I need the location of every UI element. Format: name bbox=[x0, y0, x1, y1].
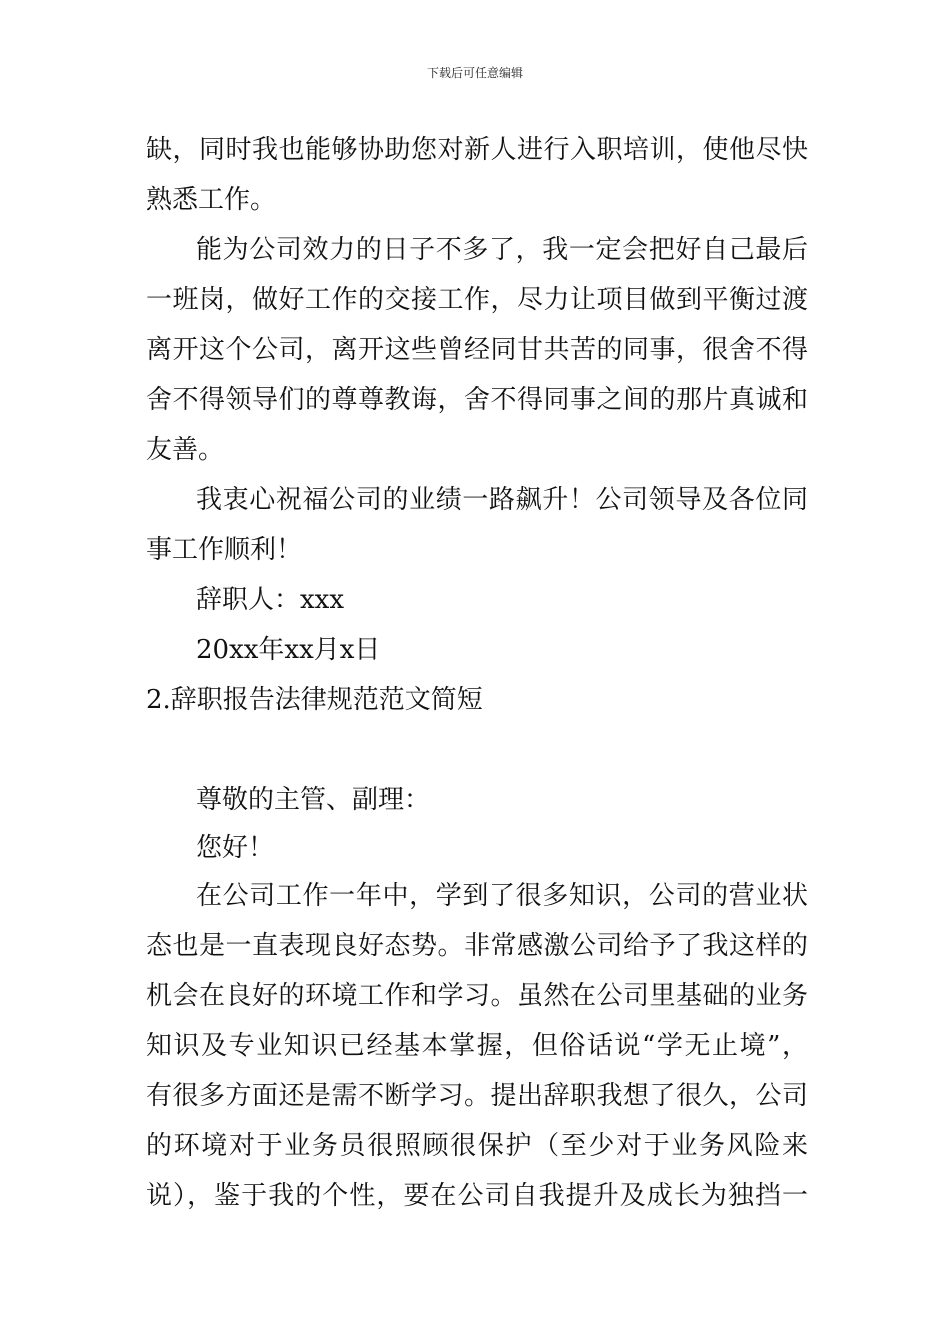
greeting: 您好！ bbox=[196, 833, 275, 863]
section-heading: 2.辞职报告法律规范范文简短 bbox=[146, 685, 483, 715]
text-line: 熟悉工作。 bbox=[146, 185, 277, 215]
text-line: 说），鉴于我的个性，要在公司自我提升及成长为独挡一 bbox=[146, 1181, 808, 1211]
text-line: 有很多方面还是需不断学习。提出辞职我想了很久，公司 bbox=[146, 1081, 808, 1111]
signature-line: 辞职人：xxx bbox=[196, 585, 344, 615]
text-line: 的环境对于业务员很照顾很保护（至少对于业务风险来 bbox=[146, 1131, 808, 1161]
text-line: 舍不得领导们的尊尊教诲，舍不得同事之间的那片真诚和 bbox=[146, 385, 808, 415]
text-line: 友善。 bbox=[146, 435, 225, 465]
text-line: 缺，同时我也能够协助您对新人进行入职培训，使他尽快 bbox=[146, 135, 808, 165]
text-line: 一班岗，做好工作的交接工作，尽力让项目做到平衡过渡 bbox=[146, 285, 808, 315]
text-line: 我衷心祝福公司的业绩一路飙升！公司领导及各位同 bbox=[196, 485, 808, 515]
salutation: 尊敬的主管、副理： bbox=[196, 785, 431, 815]
text-line: 能为公司效力的日子不多了，我一定会把好自己最后 bbox=[196, 235, 808, 265]
text-line: 在公司工作一年中，学到了很多知识，公司的营业状 bbox=[196, 881, 808, 911]
text-line: 事工作顺利！ bbox=[146, 535, 303, 565]
date-line: 20xx年xx月x日 bbox=[196, 635, 381, 665]
page-header-note: 下载后可任意编辑 bbox=[426, 66, 523, 80]
text-line: 知识及专业知识已经基本掌握，但俗话说“学无止境”， bbox=[146, 1031, 808, 1061]
text-line: 态也是一直表现良好态势。非常感激公司给予了我这样的 bbox=[146, 931, 808, 961]
text-line: 离开这个公司，离开这些曾经同甘共苦的同事，很舍不得 bbox=[146, 335, 808, 365]
text-line: 机会在良好的环境工作和学习。虽然在公司里基础的业务 bbox=[146, 981, 808, 1011]
